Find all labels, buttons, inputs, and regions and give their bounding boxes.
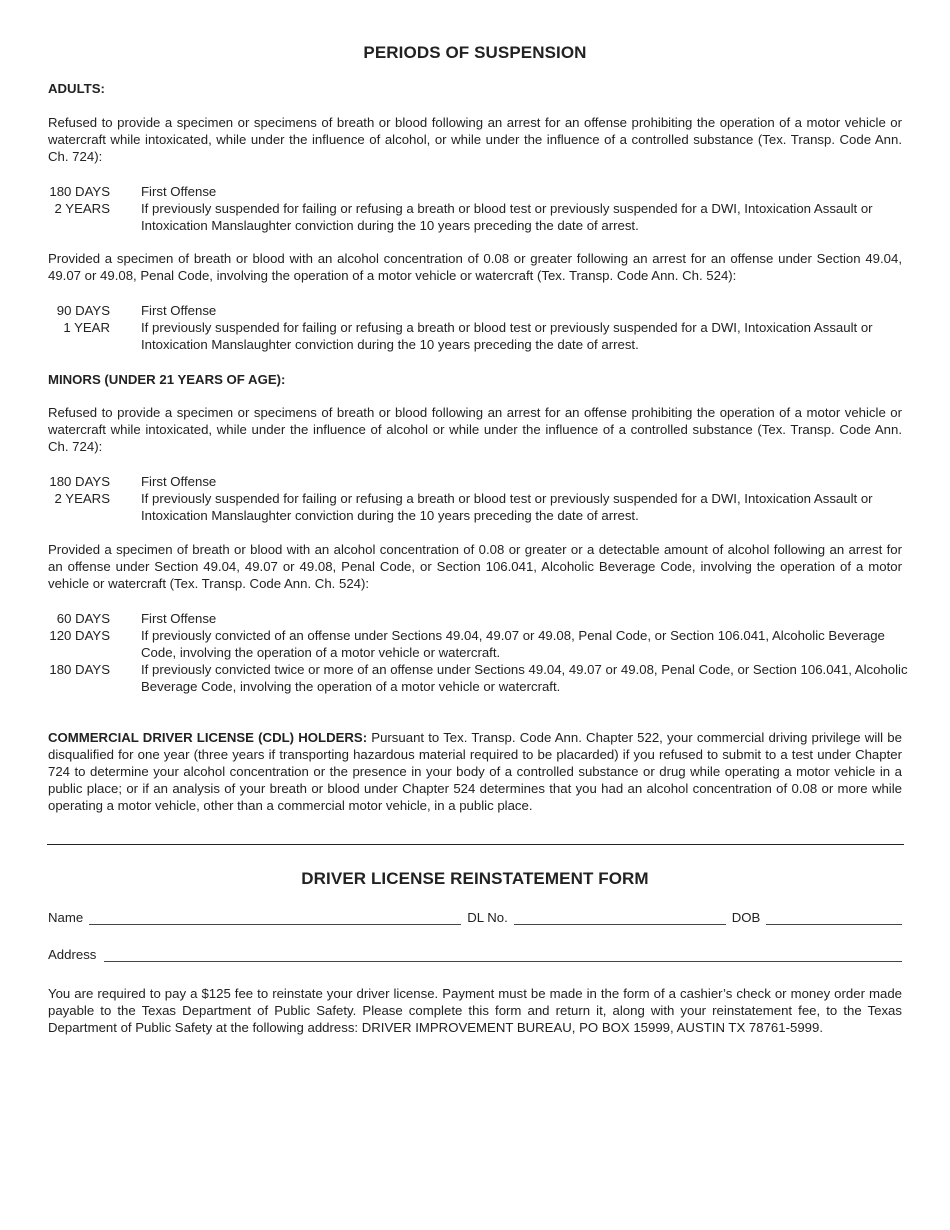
form-title: DRIVER LICENSE REINSTATEMENT FORM [301, 869, 649, 888]
cdl-heading: COMMERCIAL DRIVER LICENSE (CDL) HOLDERS: [48, 730, 368, 745]
period-description: If previously convicted of an offense under Sections 49.04, 49.07 or 49.08, Penal Code, or Section 106.041, Alcoholic Beverage Code, involving the operation of a motor vehicle or watercraft. [141, 628, 885, 660]
period-duration: 180 DAYS [49, 662, 110, 677]
address-label: Address [48, 947, 97, 962]
dob-label: DOB [731, 910, 761, 925]
minors-heading: MINORS (UNDER 21 YEARS OF AGE): [48, 372, 286, 387]
period-row [48, 473, 918, 490]
period-description: First Offense [141, 611, 217, 626]
period-row [48, 302, 918, 319]
period-description: If previously suspended for failing or refusing a breath or blood test or previously suspended for a DWI, Intoxication Assault or Intoxication Manslaughter conviction during the 10 years preceding the date of arrest. [141, 491, 873, 523]
period-duration: 2 YEARS [54, 201, 110, 216]
period-description: If previously suspended for failing or refusing a breath or blood test or previously suspended for a DWI, Intoxication Assault or Intoxication Manslaughter conviction during the 10 years preceding the date of arrest. [141, 320, 873, 352]
minors-specimen-paragraph: Provided a specimen of breath or blood with an alcohol concentration of 0.08 or greater or a detectable amount of alcohol following an arrest for an offense under Section 49.04, 49.07 or 49.08, Penal Code, or Section 106.041, Alcoholic Beverage Code, involving the operation of a motor vehicle or watercraft (Tex. Transp. Code Ann. Ch. 524): [48, 542, 902, 591]
period-duration: 60 DAYS [56, 611, 110, 626]
adults-refusal-periods [48, 183, 918, 234]
period-description: First Offense [141, 303, 217, 318]
period-row [48, 490, 918, 524]
minors-refusal-periods [48, 473, 918, 524]
dl-number-field[interactable] [514, 910, 726, 925]
form-row-address [48, 946, 902, 963]
dl-number-label: DL No. [467, 910, 508, 925]
period-duration: 180 DAYS [49, 184, 110, 199]
period-duration: 2 YEARS [54, 491, 110, 506]
name-label: Name [48, 910, 84, 925]
period-duration: 120 DAYS [49, 628, 110, 643]
adults-specimen-paragraph: Provided a specimen of breath or blood with an alcohol concentration of 0.08 or greater following an arrest for an offense under Section 49.04, 49.07 or 49.08, Penal Code, involving the operation of a motor vehicle or watercraft (Tex. Transp. Code Ann. Ch. 524): [48, 251, 902, 283]
form-instructions: You are required to pay a $125 fee to reinstate your driver license. Payment must be made in the form of a cashier’s check or money order made payable to the Texas Department of Public Safety. Please complete this form and return it, along with your reinstatement fee, to the Texas Department of Public Safety at the following address: DRIVER IMPROVEMENT BUREAU, PO BOX 15999, AUSTIN TX 78761-5999. [48, 986, 902, 1035]
period-row [48, 183, 918, 200]
minors-specimen-periods [48, 610, 918, 695]
period-description: First Offense [141, 184, 217, 199]
period-row [48, 200, 918, 234]
form-row-identity [48, 909, 902, 926]
cdl-text: Pursuant to Tex. Transp. Code Ann. Chapter 522, your commercial driving privilege will be disqualified for one year (three years if transporting hazardous material required to be placarded) if you refused to submit to a test under Chapter 724 to determine your alcohol concentration or the presence in your body of a controlled substance or drug while operating a motor vehicle in a public place; or if an analysis of your breath or blood under Chapter 524 determines that you had an alcohol concentration of 0.08 or more while operating a motor vehicle, other than a commercial motor vehicle, in a public place. [48, 730, 902, 813]
period-row [48, 319, 918, 353]
period-duration: 90 DAYS [56, 303, 110, 318]
name-field[interactable] [89, 910, 461, 925]
adults-heading: ADULTS: [48, 81, 105, 96]
minors-refusal-paragraph: Refused to provide a specimen or specimens of breath or blood following an arrest for an offense prohibiting the operation of a motor vehicle or watercraft while intoxicated, while under the influence of alcohol or while under the influence of a controlled substance (Tex. Transp. Code Ann. Ch. 724): [48, 405, 902, 454]
period-duration: 1 YEAR [63, 320, 110, 335]
period-row [48, 661, 918, 695]
page-title: PERIODS OF SUSPENSION [363, 43, 587, 62]
adults-refusal-paragraph: Refused to provide a specimen or specimens of breath or blood following an arrest for an offense prohibiting the operation of a motor vehicle or watercraft while intoxicated, while under the influence of alcohol, or while under the influence of a controlled substance (Tex. Transp. Code Ann. Ch. 724): [48, 115, 902, 164]
period-description: First Offense [141, 474, 217, 489]
adults-specimen-periods [48, 302, 918, 353]
address-field[interactable] [104, 947, 902, 962]
period-row [48, 610, 918, 627]
period-duration: 180 DAYS [49, 474, 110, 489]
section-divider [47, 844, 904, 845]
cdl-paragraph [48, 729, 902, 814]
period-row [48, 627, 918, 661]
dob-field[interactable] [766, 910, 902, 925]
period-description: If previously suspended for failing or refusing a breath or blood test or previously suspended for a DWI, Intoxication Assault or Intoxication Manslaughter conviction during the 10 years preceding the date of arrest. [141, 201, 873, 233]
period-description: If previously convicted twice or more of an offense under Sections 49.04, 49.07 or 49.08, Penal Code, or Section 106.041, Alcoholic Beverage Code, involving the operation of a motor vehicle or watercraft. [141, 662, 908, 694]
